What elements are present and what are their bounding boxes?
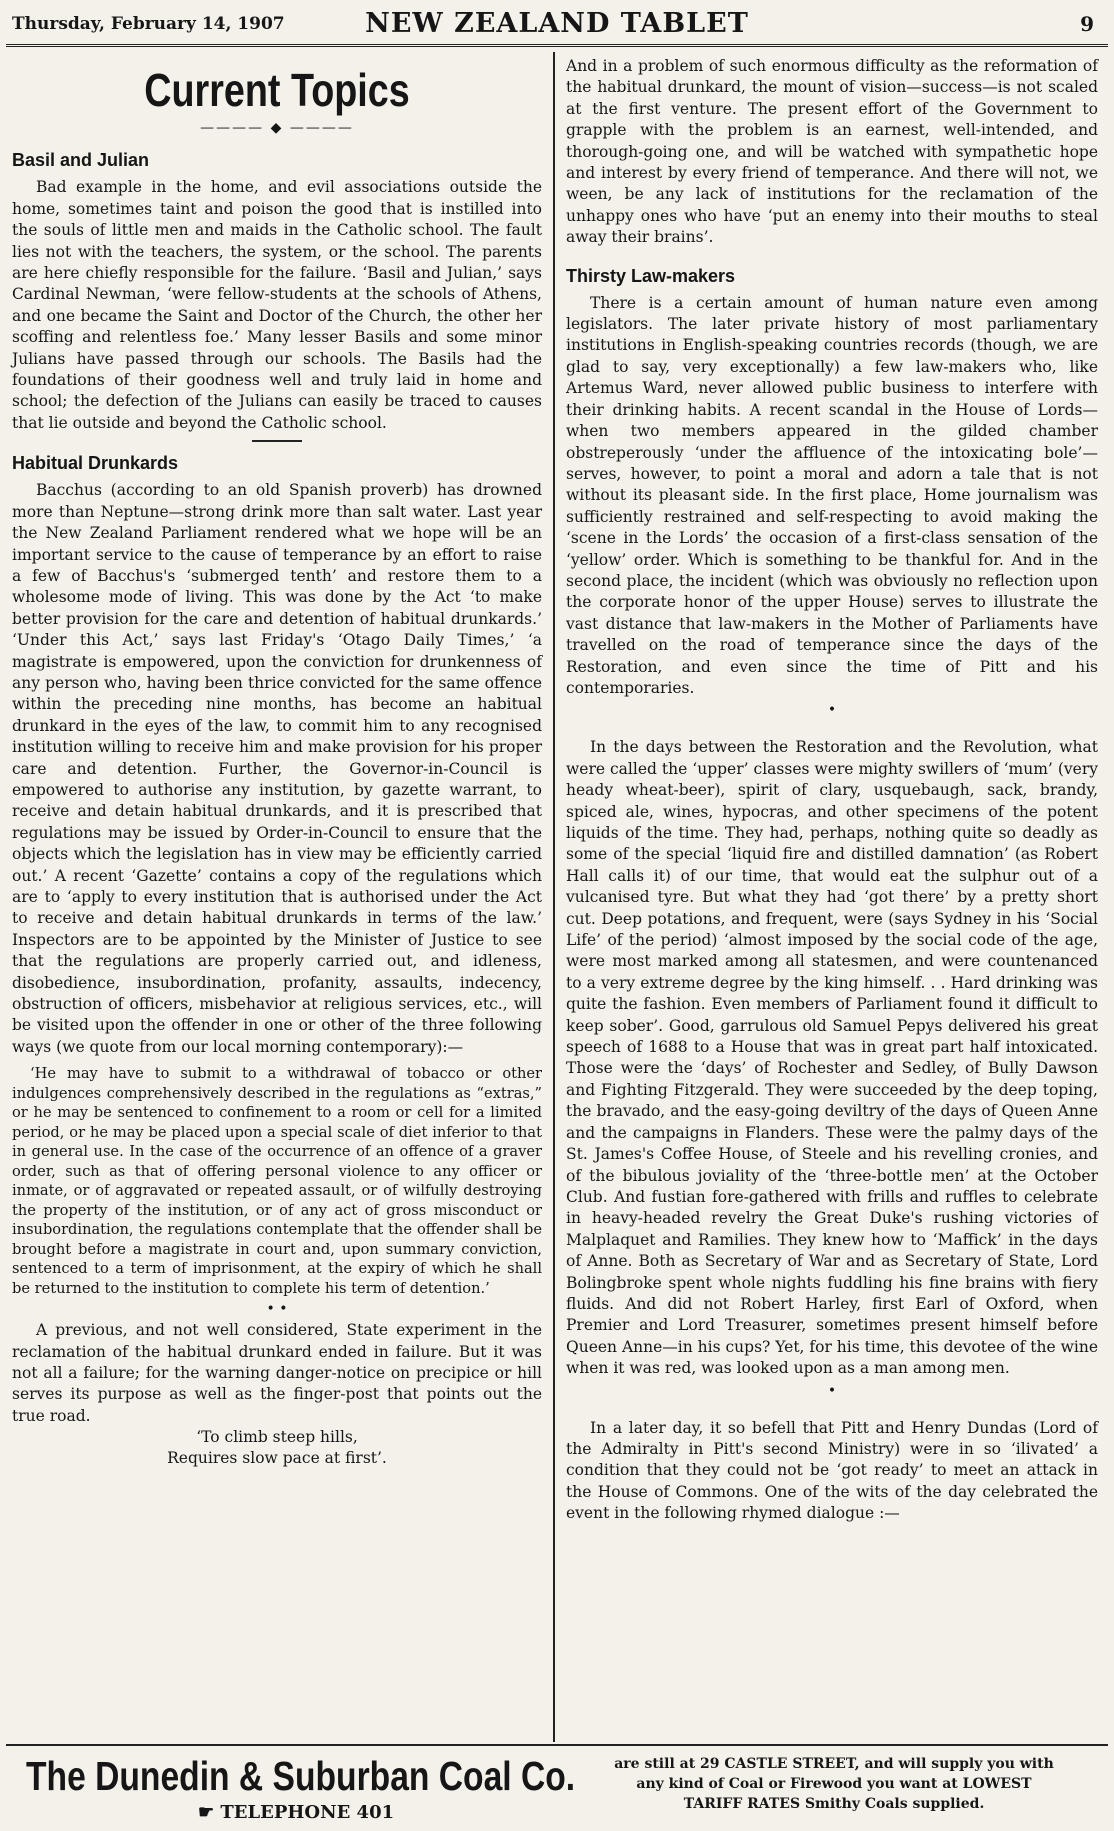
advert-telephone: ☛ TELEPHONE 401	[198, 1802, 395, 1823]
article-thirsty-law-makers: There is a certain amount of human nature even among legislators. The later private history of most parliamentary institutions in English-speaking countries records (though, we are glad to say, very exceptionally) a few law-makers who, like Artemus Ward, never allowed public business to interfere with their drinking habits. A recent scandal in the House of Lords—when two members appeared in the gilded chamber obstreperously ‘under the affluence of the intoxicating bole’—serves, however, to point a moral and adorn a tale that is not without its pleasant side. In the first place, Home journalism was sufficiently restrained and self-respecting to avoid making the ‘scene in the Lords’ the occasion of a first-class sensation of the ‘yellow’ order. Which is something to be thankful for. And in the second place, the incident (which was obviously no reflection upon the corporate honor of the upper House) serves to illustrate the vast distance that law-makers in the Mother of Parliaments have travelled on the road of temperance since the days of the Restoration, and even since the time of Pitt and his contemporaries.	[566, 293, 1098, 697]
title-ornament: ———— ◆ ————	[200, 120, 354, 136]
advert-company-name: The Dunedin & Suburban Coal Co.	[26, 1753, 576, 1799]
page-number: 9	[1080, 12, 1094, 36]
advert-details	[584, 1754, 1084, 1814]
regulations-quote	[12, 1064, 542, 1298]
quote-text: ‘He may have to submit to a withdrawal of tobacco or other indulgences comprehensively described in the regulations as “extras,” or he may be sentenced to confinement to a room or cell for a limited period, or he may be placed upon a special scale of diet inferior to that in general use. In the case of the occurrence of an offence of a graver order, such as that of offering personal violence to any officer or inmate, or of aggravated or repeated assault, or of wilfully destroying the property of the institution, or of any act of gross misconduct or insubordination, the regulations contemplate that the offender shall be brought before a magistrate in court and, upon summary conviction, sentenced to a term of imprisonment, at the expiry of which he shall be returned to the institution to complete his term of detention.’	[12, 1065, 542, 1297]
article-habitual-drunkards: Bacchus (according to an old Spanish proverb) has drowned more than Neptune—strong drink more than salt water. Last year the New Zealand Parliament rendered what we hope will be an important service to the cause of temperance by an effort to raise a few of Bacchus's ‘submerged tenth’ and restore them to a wholesome mode of living. This was done by the Act ‘to make better provision for the care and detention of habitual drunkards.’ ‘Under this Act,’ says last Friday's ‘Otago Daily Times,’ ‘a magistrate is empowered, upon the conviction for drunkenness of any person who, having been thrice convicted for the same offence within the preceding nine months, has become an habitual drunkard in the eyes of the law, to commit him to any recognised institution willing to receive him and make provision for his proper care and detention. Further, the Governor-in-Council is empowered to authorise any institution, by gazette warrant, to receive and detain habitual drunkards, and it is prescribed that regulations may be issued by Order-in-Council to ensure that the objects which the legislation has in view may be efficiently carried out.’ A recent ‘Gazette’ contains a copy of the regulations which are to ‘apply to every institution that is authorised under the Act to receive and detain habitual drunkards in terms of the law.’ Inspectors are to be appointed by the Minister of Justice to see that the regulations are properly carried out, and idleness, disobedience, insubordination, profanity, assaults, indecency, obstruction of officers, misbehavior at religious services, etc., will be visited upon the offender in one or other of the three following ways (we quote from our local morning contemporary):—	[12, 481, 542, 1056]
article-basil-julian: Bad example in the home, and evil associations outside the home, sometimes taint and poison the good that is instilled into the souls of little men and maids in the Catholic school. The fault lies not with the teachers, the system, or the school. The parents are here chiefly responsible for the failure. ‘Basil and Julian,’ says Cardinal Newman, ‘were fellow-students at the schools of Athens, and one became the Saint and Doctor of the Church, the other her scoffing and relentless foe.’ Many lesser Basils and some minor Julians have passed through our schools. The Basils had the foundations of their goodness well and truly laid in home and school; the defection of the Julians can easily be traced to causes that lie outside and beyond the Catholic school.	[12, 178, 542, 432]
left-column	[12, 56, 542, 1469]
verse-line-1: ‘To climb steep hills,	[196, 1428, 358, 1447]
advert-divider	[6, 1744, 1108, 1746]
verse-line-2: Requires slow pace at first’.	[167, 1449, 387, 1468]
spacer	[566, 721, 1098, 737]
right-column	[566, 56, 1098, 1525]
heading-basil-julian: Basil and Julian	[12, 150, 150, 171]
article-pitt-dundas: In a later day, it so befell that Pitt and Henry Dundas (Lord of the Admiralty in Pitt's second Ministry) were in so ‘ilivated’ a condition that they could not be ‘got ready’ to meet an attack in the House of Commons. One of the wits of the day celebrated the event in the following rhymed dialogue :—	[566, 1418, 1098, 1523]
coal-company-advert	[0, 1748, 1114, 1828]
article-previous-experiment: A previous, and not well considered, State experiment in the reclamation of the habitual drunkard ended in failure. But it was not all a failure; for the warning danger-notice on precipice or hill serves its purpose as well as the finger-post that points out the true road.	[12, 1321, 542, 1425]
advert-line-1: are still at 29 CASTLE STREET, and will supply you with	[614, 1756, 1054, 1772]
issue-date: Thursday, February 14, 1907	[12, 14, 285, 34]
advert-line-3: TARIFF RATES Smithy Coals supplied.	[683, 1796, 985, 1812]
section-separator-1: •	[827, 702, 837, 719]
article-restoration-days: In the days between the Restoration and the Revolution, what were called the ‘upper’ classes were mighty swillers of ‘mum’ (very heady wheat-beer), spirit of clary, usquebaugh, sack, brandy, spiced ale, wines, hypocras, and other specimens of the potent liquids of the time. They had, perhaps, nothing quite so deadly as some of the special ‘liquid fire and distilled damnation’ (as Robert Hall calls it) of our time, that would eat the sulphur out of a vulcanised tyre. But what they had ‘got there’ by a pretty short cut. Deep potations, and frequent, were (says Sydney in his ‘Social Life’ of the period) ‘almost imposed by the social code of the age, were most marked among all statesmen, and were countenanced to a very extreme degree by the king himself. . . Hard drinking was quite the fashion. Even members of Parliament found it difficult to keep sober’. Good, garrulous old Samuel Pepys delivered his great speech of 1688 to a House that was in great part half intoxicated. Those were the ‘days’ of Rochester and Sedley, of Bully Dawson and Fighting Fitzgerald. They were succeeded by the deep toping, the bravado, and the easy-going deviltry of the days of Queen Anne and the campaigns in Flanders. These were the palmy days of the St. James's Coffee House, of Steele and his revelling cronies, and of the bibulous joviality of the ‘three-bottle men’ at the October Club. And fustian fore-gathered with frills and ruffles to celebrate in heavy-headed revelry the Great Duke's rushing victories of Malplaquet and Ramilies. They knew how to ‘Maffick’ in the days of Anne. Both as Secretary of War and as Secretary of State, Lord Bolingbroke spent whole nights fuddling his fine brains with fiery fluids. And did not Robert Harley, first Earl of Oxford, when Premier and Lord Treasurer, sometimes present himself before Queen Anne—in his cups? Yet, for his time, this devotee of the wine when it was red, was looked upon as a man among men.	[566, 738, 1098, 1378]
article-continuation: And in a problem of such enormous difficulty as the reformation of the habitual drunkard, the mount of vision—success—is not scaled at the first venture. The present effort of the Government to grapple with the problem is an earnest, well-intended, and thorough-going one, and will be watched with sympathetic hope and interest by every friend of temperance. And there will not, we ween, be any lack of institutions for the reclamation of the unhappy ones who have ‘put an enemy into their mouths to steal away their brains’.	[566, 57, 1098, 247]
newspaper-title: NEW ZEALAND TABLET	[365, 8, 749, 39]
section-separator: • •	[266, 1301, 288, 1318]
section-separator-2: •	[827, 1382, 837, 1399]
spacer	[566, 1402, 1098, 1418]
heading-thirsty-law-makers: Thirsty Law-makers	[566, 265, 736, 286]
column-divider	[553, 52, 555, 1742]
heading-habitual-drunkards: Habitual Drunkards	[12, 453, 179, 474]
short-divider	[252, 440, 302, 442]
masthead	[6, 4, 1108, 47]
advert-line-2: any kind of Coal or Firewood you want at LOWEST	[636, 1776, 1032, 1792]
section-title: Current Topics	[144, 64, 410, 116]
